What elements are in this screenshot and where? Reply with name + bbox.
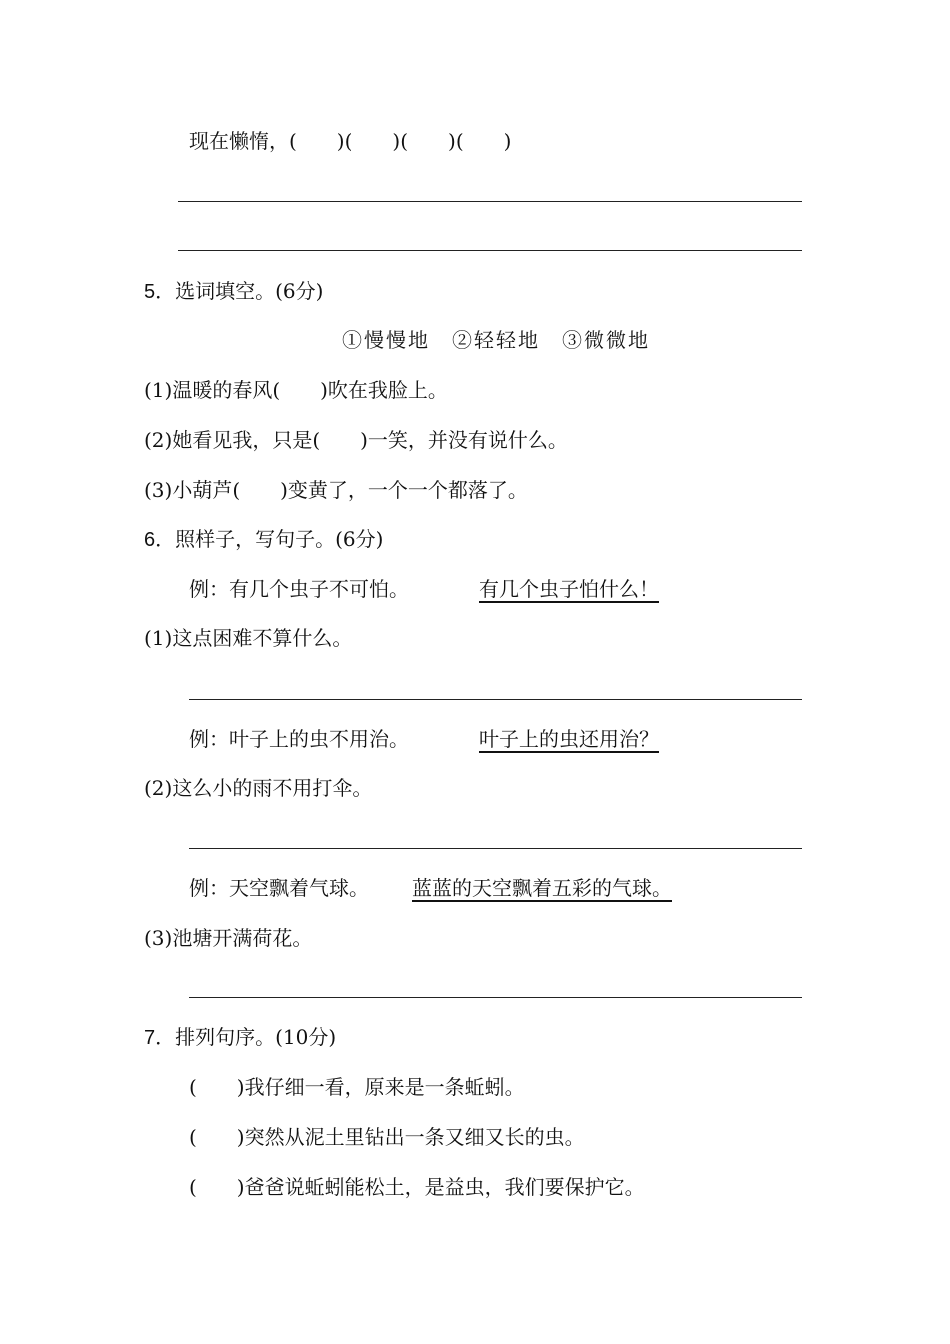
q6-prompt-3: (3)池塘开满荷花。 xyxy=(144,926,313,950)
q6-example-1-answer: 有几个虫子怕什么！ xyxy=(479,577,659,601)
q5-number: 5． xyxy=(144,281,176,303)
q6-answer-line-1[interactable] xyxy=(189,699,802,700)
q5-options: ①慢慢地 ②轻轻地 ③微微地 xyxy=(342,328,650,352)
q7-item-1: ( )我仔细一看，原来是一条蚯蚓。 xyxy=(189,1075,525,1099)
q6-number: 6． xyxy=(144,529,176,551)
q5-item-1: (1)温暖的春风( )吹在我脸上。 xyxy=(144,378,448,402)
q7-item-2: ( )突然从泥土里钻出一条又细又长的虫。 xyxy=(189,1125,585,1149)
q6-header xyxy=(144,525,383,554)
q6-example-2: 例：叶子上的虫不用治。 xyxy=(189,727,409,751)
answer-line-2[interactable] xyxy=(178,250,802,251)
q7-number: 7． xyxy=(144,1027,176,1049)
q5-item-2: (2)她看见我，只是( )一笑，并没有说什么。 xyxy=(144,428,568,452)
q6-example-2-answer: 叶子上的虫还用治？ xyxy=(479,727,659,751)
q4-line: 现在懒惰，( )( )( )( ) xyxy=(189,129,512,153)
q6-title: 照样子，写句子。(6分) xyxy=(175,527,384,551)
answer-line-1[interactable] xyxy=(178,201,802,202)
q6-example-3: 例：天空飘着气球。 xyxy=(189,876,369,900)
q6-prompt-1: (1)这点困难不算什么。 xyxy=(144,626,353,650)
q7-header xyxy=(144,1023,336,1052)
q7-title: 排列句序。(10分) xyxy=(175,1025,337,1049)
q6-example-3-answer: 蓝蓝的天空飘着五彩的气球。 xyxy=(412,876,672,900)
q6-answer-line-3[interactable] xyxy=(189,997,802,998)
q6-prompt-2: (2)这么小的雨不用打伞。 xyxy=(144,776,373,800)
q5-title: 选词填空。(6分) xyxy=(175,279,324,303)
q6-example-1: 例：有几个虫子不可怕。 xyxy=(189,577,409,601)
q7-item-3: ( )爸爸说蚯蚓能松土，是益虫，我们要保护它。 xyxy=(189,1175,645,1199)
q5-item-3: (3)小葫芦( )变黄了，一个一个都落了。 xyxy=(144,478,528,502)
q5-header xyxy=(144,277,323,306)
q6-answer-line-2[interactable] xyxy=(189,848,802,849)
